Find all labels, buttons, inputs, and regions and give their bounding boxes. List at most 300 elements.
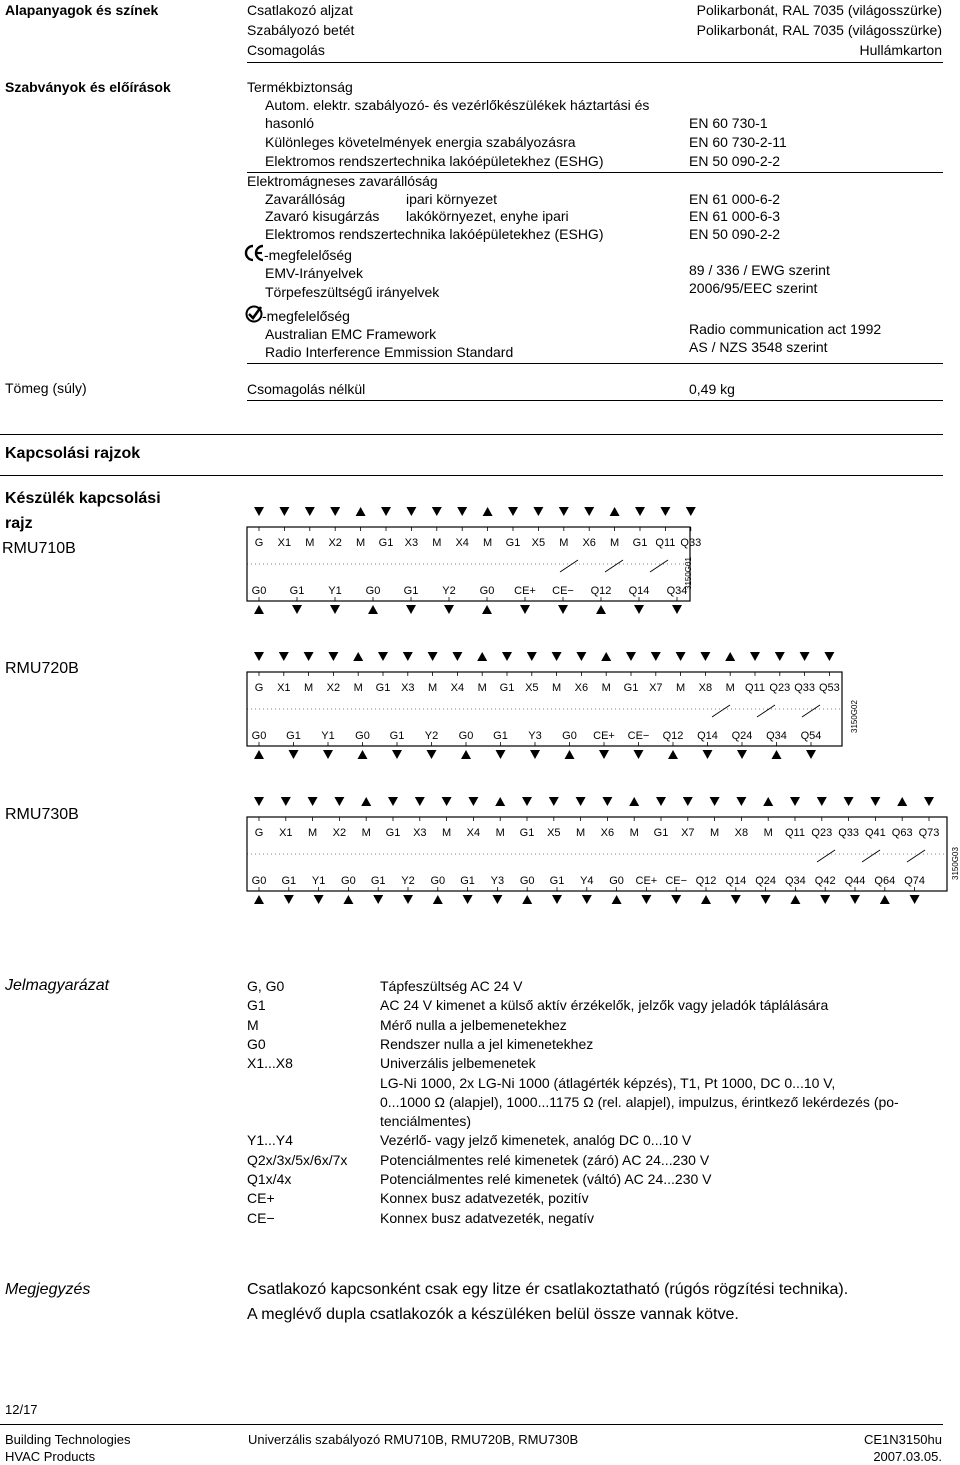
terminal-arrow-up-icon [701,895,711,904]
terminal-arrow-down-icon [582,895,592,904]
terminal-arrow-down-icon [403,652,413,661]
terminal-arrow-down-icon [284,895,294,904]
terminal-arrow-down-icon [304,652,314,661]
terminal-label: Q23 [769,682,791,694]
footer-rule [0,1424,943,1425]
relay-contact [862,850,880,862]
std-emission-value: EN 61 000-6-3 [689,208,781,224]
relay-contact [817,850,835,862]
terminal-arrow-down-icon [736,797,746,806]
terminal-label: G1 [286,730,301,742]
terminal-arrow-down-icon [527,652,537,661]
terminal-label: X7 [649,682,663,694]
terminal-arrow-down-icon [676,652,686,661]
terminal-label: X3 [413,827,427,839]
terminal-label: G1 [289,585,305,597]
terminal-label: X6 [574,682,589,694]
terminal-arrow-down-icon [790,797,800,806]
terminal-arrow-down-icon [824,652,834,661]
section-rule [0,434,943,435]
terminal-label: M [483,537,493,549]
std-immunity: Zavarállóság [265,191,346,207]
terminal-arrow-down-icon [549,797,559,806]
terminal-arrow-down-icon [289,750,299,759]
terminal-arrow-down-icon [444,605,454,614]
terminal-arrow-down-icon [641,895,651,904]
terminal-arrow-down-icon [406,507,416,516]
terminal-arrow-down-icon [710,797,720,806]
material-label-packaging: Csomagolás [247,42,325,58]
terminal-label: X3 [401,682,415,694]
std-emv-value: 89 / 336 / EWG szerint [689,262,830,278]
std-emission: Zavaró kisugárzás [265,208,380,224]
legend-key: G1 [247,997,266,1014]
terminal-label: X4 [450,682,465,694]
terminal-label: X5 [547,827,561,839]
legend-key: Q1x/4x [247,1171,292,1187]
terminal-arrow-down-icon [492,895,502,904]
divider [247,62,943,63]
legend-desc: Rendszer nulla a jel kimenetekhez [380,1035,594,1052]
legend-desc: LG-Ni 1000, 2x LG-Ni 1000 (átlagérték képzés), T1, Pt 1000, DC 0...10 V, [380,1074,836,1091]
terminal-arrow-up-icon [358,750,368,759]
terminal-arrow-up-icon [254,895,264,904]
terminal-label: X5 [531,537,546,549]
std-autom-2: hasonló [265,115,315,131]
rmu730-label: RMU730B [5,806,79,823]
legend-desc: Potenciálmentes relé kimenetek (záró) AC 24...230 V [380,1151,710,1168]
material-value-insert: Polikarbonát, RAL 7035 (világosszürke) [696,22,942,38]
terminal-label: Q12 [695,875,717,887]
terminal-label: M [361,827,371,839]
std-autom-value: EN 60 730-1 [689,115,768,131]
terminal-label: Y2 [424,730,439,742]
terminal-label: X7 [681,827,695,839]
legend-desc: Univerzális jelbemenetek [380,1055,536,1072]
terminal-arrow-up-icon [353,652,363,661]
terminal-arrow-up-icon [596,605,606,614]
terminal-arrow-down-icon [392,750,402,759]
terminal-label: M [725,682,735,694]
relay-contact [757,705,775,717]
terminal-label: G0 [479,585,495,597]
terminal-label: M [305,537,315,549]
terminal-arrow-down-icon [415,797,425,806]
terminal-arrow-up-icon [361,797,371,806]
weight-label: Csomagolás nélkül [247,381,366,397]
terminal-label: G0 [251,875,267,887]
terminal-arrow-down-icon [508,507,518,516]
terminal-label: Q14 [697,730,718,742]
terminal-label: Q11 [655,537,676,549]
terminal-arrow-down-icon [817,797,827,806]
relay-contact [560,560,578,572]
terminal-arrow-down-icon [634,605,644,614]
footer-company-2: HVAC Products [5,1449,96,1464]
terminal-arrow-up-icon [368,605,378,614]
terminal-label: G1 [623,682,639,694]
terminal-label: M [353,682,363,694]
terminal-arrow-down-icon [254,507,264,516]
terminal-arrow-down-icon [533,507,543,516]
terminal-arrow-down-icon [558,605,568,614]
std-eshg-value: EN 50 090-2-2 [689,153,781,169]
terminal-arrow-down-icon [292,605,302,614]
terminal-arrow-down-icon [330,605,340,614]
terminal-label: G0 [430,875,446,887]
terminal-label: M [477,682,487,694]
product-safety: Termékbiztonság [247,79,353,95]
terminal-label: G1 [519,827,535,839]
terminal-arrow-up-icon [483,507,493,516]
terminal-label: M [763,827,773,839]
legend-desc: Potenciálmentes relé kimenetek (váltó) AC 24...230 V [380,1171,712,1187]
terminal-label: Q34 [785,875,806,887]
terminal-arrow-up-icon [254,605,264,614]
terminal-arrow-up-icon [565,750,575,759]
ctick-compliance: -megfelelőség [262,308,350,324]
terminal-label: Q34 [666,585,688,597]
terminal-label: M [356,537,366,549]
std-energy: Különleges követelmények energia szabályozásra [265,134,576,150]
terminal-arrow-down-icon [468,797,478,806]
terminal-arrow-down-icon [602,797,612,806]
terminal-arrow-down-icon [279,507,289,516]
section-rule [0,475,943,476]
terminal-label: Q24 [731,730,753,742]
terminal-arrow-down-icon [520,605,530,614]
std-immunity-value: EN 61 000-6-2 [689,191,781,207]
terminal-label: M [610,537,620,549]
terminal-label: Q53 [819,682,840,694]
terminal-arrow-down-icon [775,652,785,661]
legend-desc: Konnex busz adatvezeték, negatív [380,1209,595,1226]
terminal-label: G0 [251,585,267,597]
terminal-arrow-down-icon [700,652,710,661]
terminal-label: G1 [281,875,297,887]
weight-value: 0,49 kg [689,381,735,397]
terminal-arrow-down-icon [457,507,467,516]
terminal-label: Q14 [628,585,650,597]
terminal-label: X4 [455,537,469,549]
rmu730-wiring-diagram [245,795,950,900]
terminal-arrow-down-icon [576,652,586,661]
terminal-arrow-up-icon [477,652,487,661]
ce-mark-icon [244,244,266,262]
material-label-insert: Szabályozó betét [247,22,355,38]
relay-contact [907,850,925,862]
device-heading-1: Készülék kapcsolási [5,490,161,507]
std-lv-value: 2006/95/EEC szerint [689,280,818,296]
std-eshg: Elektromos rendszertechnika lakóépületekhez (ESHG) [265,153,604,169]
terminal-arrow-down-icon [910,895,920,904]
terminal-arrow-up-icon [495,797,505,806]
legend-desc: Mérő nulla a jelbemenetekhez [380,1016,567,1033]
footer-doc-id: CE1N3150hu [863,1432,942,1447]
terminal-arrow-down-icon [403,895,413,904]
terminal-arrow-up-icon [612,895,622,904]
terminal-arrow-up-icon [482,605,492,614]
terminal-label: Y2 [442,585,456,597]
legend-desc: Vezérlő- vagy jelző kimenetek, analóg DC 0...10 V [380,1132,692,1149]
terminal-arrow-down-icon [761,895,771,904]
terminal-label: Q11 [785,827,805,839]
terminal-label: G0 [562,730,577,742]
terminal-arrow-up-icon [790,895,800,904]
terminal-label: CE− [552,585,574,597]
terminal-label: Q23 [811,827,833,839]
std-ris: Radio Interference Emmission Standard [265,344,514,360]
note-line-2: A meglévő dupla csatlakozók a készüléken belül össze vannak kötve. [247,1306,739,1323]
terminal-label: Y2 [401,875,415,887]
terminal-arrow-down-icon [584,507,594,516]
terminal-label: G1 [370,875,386,887]
std-emission-env: lakókörnyezet, enyhe ipari [406,208,569,224]
terminal-arrow-up-icon [461,750,471,759]
terminal-arrow-down-icon [381,507,391,516]
terminal-arrow-up-icon [343,895,353,904]
legend-desc: AC 24 V kimenet a külső aktív érzékelők, jelzők vagy jeladók táplálására [380,997,829,1014]
terminal-label: G1 [653,827,669,839]
terminal-arrow-up-icon [897,797,907,806]
terminal-label: M [601,682,611,694]
relay-contact [712,705,730,717]
terminal-arrow-down-icon [599,750,609,759]
terminal-arrow-down-icon [576,797,586,806]
page-number: 12/17 [5,1402,38,1417]
terminal-label: X8 [734,827,749,839]
std-autom-1: Autom. elektr. szabályozó- és vezérlőkészülékek háztartási és [265,97,650,113]
terminal-label: Y3 [490,875,505,887]
terminal-label: M [308,827,318,839]
terminal-arrow-down-icon [924,797,934,806]
terminal-arrow-down-icon [279,652,289,661]
terminal-arrow-down-icon [806,750,816,759]
terminal-label: M [629,827,639,839]
terminal-label: G [254,682,264,694]
terminal-arrow-down-icon [559,507,569,516]
terminal-label: CE− [665,875,688,887]
terminal-arrow-down-icon [634,750,644,759]
terminal-label: X3 [404,537,419,549]
terminal-arrow-down-icon [432,507,442,516]
weight-heading: Tömeg (súly) [5,380,87,396]
terminal-label: G1 [375,682,391,694]
std-eshg2-value: EN 50 090-2-2 [689,226,781,242]
std-immunity-env: ipari környezet [406,191,498,207]
terminal-label: M [432,537,442,549]
note-heading: Megjegyzés [5,1281,91,1298]
terminal-label: Y1 [328,585,342,597]
relay-contact [605,560,623,572]
legend-heading: Jelmagyarázat [5,977,110,994]
terminal-label: Q41 [865,827,886,839]
terminal-label: Q24 [755,875,776,887]
terminal-arrow-down-icon [737,750,747,759]
materials-heading: Alapanyagok és színek [5,2,159,18]
terminal-arrow-down-icon [308,797,318,806]
terminal-arrow-down-icon [305,507,315,516]
terminal-arrow-up-icon [629,797,639,806]
terminal-label: M [710,827,720,839]
terminal-arrow-down-icon [427,750,437,759]
terminal-arrow-down-icon [428,652,438,661]
terminal-label: G [254,827,264,839]
terminal-arrow-up-icon [356,507,366,516]
terminal-arrow-down-icon [660,507,670,516]
terminal-label: X8 [698,682,713,694]
footer-title: Univerzális szabályozó RMU710B, RMU720B, RMU730B [248,1432,579,1447]
rmu720-wiring-diagram [245,650,845,755]
terminal-arrow-up-icon [601,652,611,661]
legend-desc: Konnex busz adatvezeték, pozitív [380,1190,589,1207]
terminal-label: X1 [277,682,291,694]
terminal-arrow-down-icon [502,652,512,661]
std-emc: Elektromágneses zavarállóság [247,173,438,189]
terminal-label: X2 [326,682,341,694]
terminal-label: M [442,827,452,839]
divider [247,363,943,364]
terminal-label: Y4 [580,875,594,887]
terminal-arrow-down-icon [651,652,661,661]
material-label-base: Csatlakozó aljzat [247,2,353,18]
terminal-label: Q34 [766,730,787,742]
terminal-arrow-down-icon [254,652,264,661]
legend-key: X1...X8 [247,1055,293,1072]
terminal-arrow-down-icon [314,895,324,904]
terminal-arrow-down-icon [635,507,645,516]
terminal-arrow-down-icon [452,652,462,661]
legend-desc: 0...1000 Ω (alapjel), 1000...1175 Ω (rel. alapjel), impulzus, érintkező lekérdezés (po- [380,1093,899,1110]
terminal-arrow-down-icon [254,797,264,806]
legend-key: Y1...Y4 [247,1132,293,1149]
legend-key: CE+ [247,1190,275,1207]
terminal-label: X4 [466,827,481,839]
terminal-label: X6 [582,537,596,549]
terminal-label: CE+ [514,585,536,597]
divider [247,400,943,401]
terminal-label: X5 [525,682,539,694]
terminal-arrow-up-icon [522,895,532,904]
terminal-label: CE− [627,730,650,742]
terminal-label: X1 [277,537,292,549]
terminal-label: G1 [499,682,515,694]
terminal-arrow-down-icon [672,605,682,614]
terminal-label: X6 [600,827,615,839]
terminal-arrow-down-icon [703,750,713,759]
terminal-label: G0 [341,875,356,887]
terminal-label: G1 [549,875,565,887]
ce-compliance: -megfelelőség [264,247,352,263]
legend-key: M [247,1016,259,1033]
terminal-arrow-down-icon [330,507,340,516]
terminal-label: Q33 [680,537,702,549]
legend-desc: Tápfeszültség AC 24 V [380,978,523,994]
terminal-arrow-down-icon [406,605,416,614]
terminal-label: Q64 [874,875,896,887]
terminal-label: G1 [632,537,648,549]
footer-company-1: Building Technologies [5,1432,131,1447]
terminal-label: M [304,682,314,694]
terminal-label: Q12 [590,585,612,597]
terminal-arrow-up-icon [433,895,443,904]
rmu710-wiring-diagram [245,505,702,610]
terminal-label: Q42 [814,875,836,887]
terminal-arrow-down-icon [844,797,854,806]
standards-heading: Szabványok és előírások [5,79,171,95]
terminal-label: M [559,537,569,549]
terminal-arrow-down-icon [496,750,506,759]
terminal-arrow-down-icon [328,652,338,661]
terminal-label: G1 [493,730,508,742]
terminal-arrow-down-icon [686,507,696,516]
legend-key: G, G0 [247,978,285,994]
terminal-arrow-down-icon [442,797,452,806]
terminal-arrow-up-icon [668,750,678,759]
terminal-arrow-down-icon [552,652,562,661]
terminal-label: X1 [279,827,293,839]
terminal-label: G1 [385,827,401,839]
rmu720-code: 3150G02 [850,700,859,733]
terminal-label: Q12 [662,730,684,742]
terminal-arrow-down-icon [870,797,880,806]
terminal-arrow-up-icon [880,895,890,904]
relay-contact [650,560,668,572]
terminal-label: G1 [389,730,405,742]
legend-desc: tenciálmentes) [380,1113,472,1130]
terminal-arrow-down-icon [731,895,741,904]
rmu730-code: 3150G03 [951,847,960,880]
terminal-label: G1 [378,537,394,549]
terminal-label: M [676,682,686,694]
terminal-label: Q74 [904,875,925,887]
terminal-label: M [428,682,438,694]
terminal-arrow-down-icon [378,652,388,661]
terminal-arrow-down-icon [800,652,810,661]
terminal-label: G1 [460,875,475,887]
terminal-label: CE+ [593,730,615,742]
rmu710-label: RMU710B [2,540,76,557]
material-value-base: Polikarbonát, RAL 7035 (világosszürke) [696,2,942,18]
std-energy-value: EN 60 730-2-11 [689,134,787,150]
terminal-arrow-down-icon [850,895,860,904]
terminal-arrow-down-icon [530,750,540,759]
std-ris-value: AS / NZS 3548 szerint [689,339,828,355]
terminal-arrow-down-icon [750,652,760,661]
terminal-arrow-down-icon [522,797,532,806]
std-aus: Australian EMC Framework [265,326,437,342]
std-emv: EMV-Irányelvek [265,265,364,281]
terminal-arrow-down-icon [552,895,562,904]
legend-key: Q2x/3x/5x/6x/7x [247,1151,348,1168]
terminal-label: Y3 [528,730,542,742]
terminal-arrow-down-icon [671,895,681,904]
terminal-label: G0 [458,730,474,742]
terminal-arrow-up-icon [763,797,773,806]
terminal-label: CE+ [635,875,658,887]
terminal-label: G1 [505,537,521,549]
terminal-label: Y1 [311,875,326,887]
terminal-arrow-down-icon [388,797,398,806]
terminal-label: Q44 [844,875,866,887]
terminal-label: G1 [403,585,419,597]
terminal-label: M [576,827,586,839]
wiring-heading: Kapcsolási rajzok [5,445,141,462]
terminal-arrow-up-icon [254,750,264,759]
terminal-label: G0 [609,875,624,887]
terminal-arrow-down-icon [334,797,344,806]
terminal-label: M [552,682,562,694]
